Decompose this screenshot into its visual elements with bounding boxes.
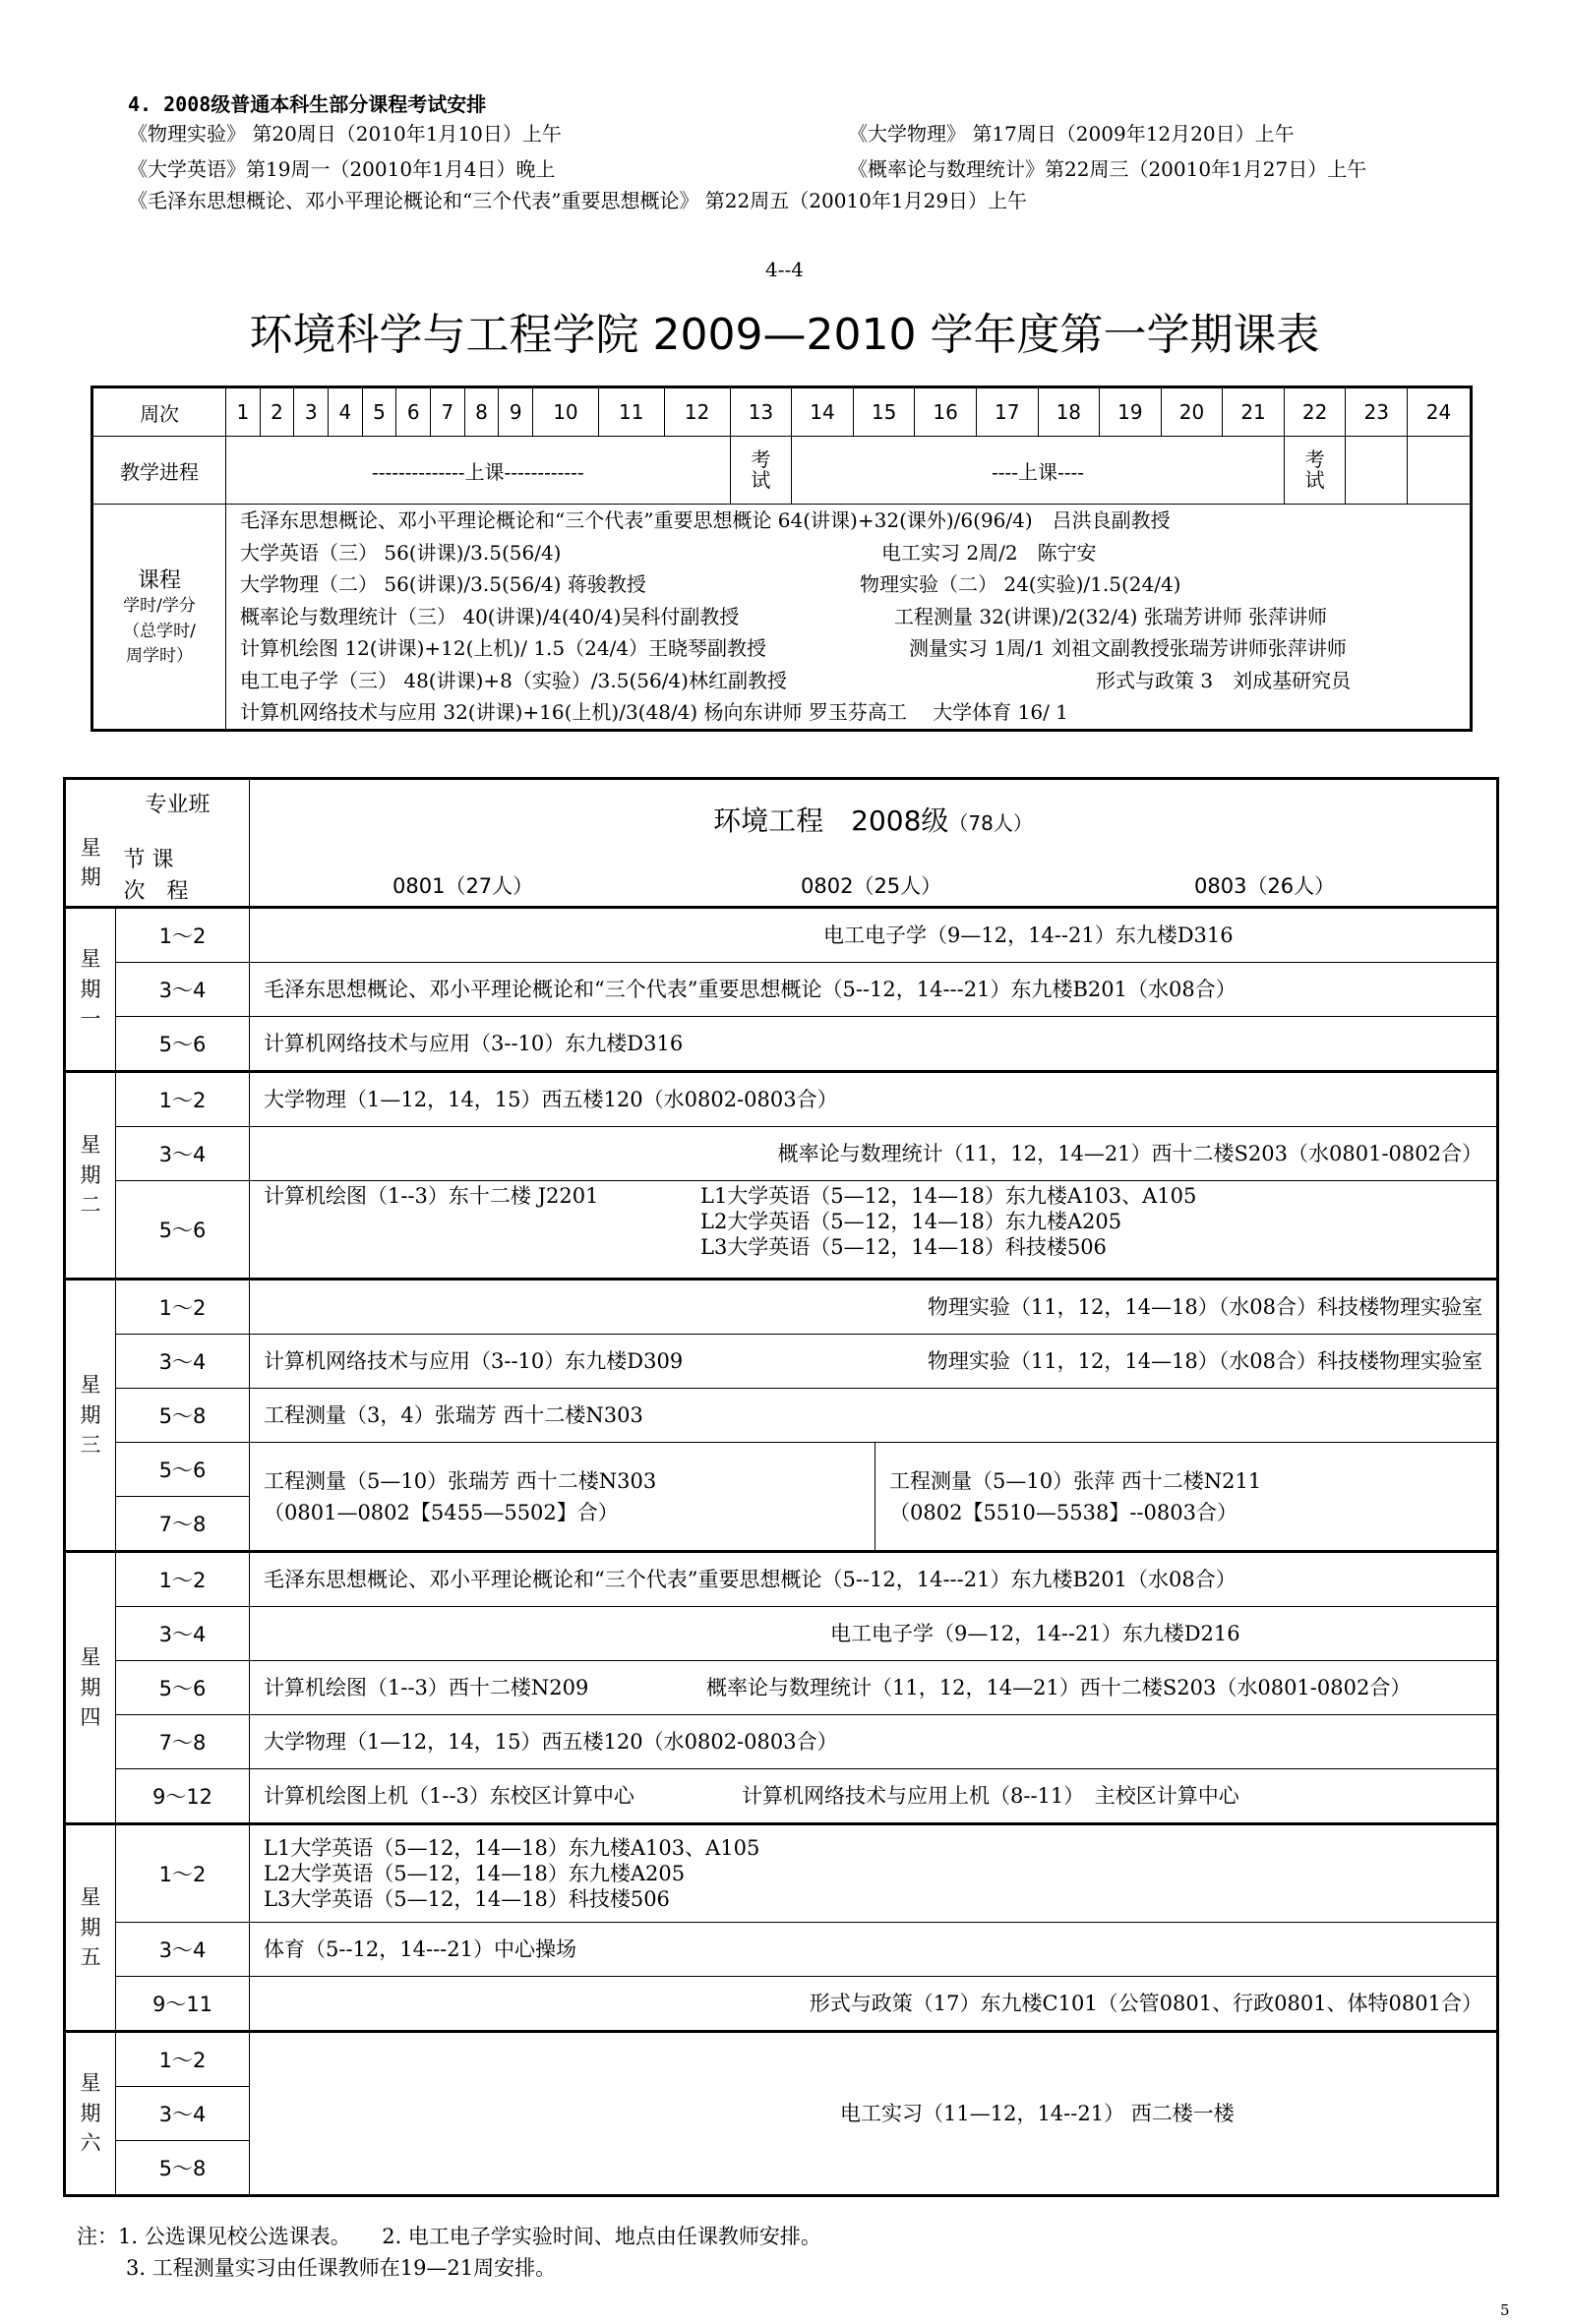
course-sublabel: （总学时/ [123, 621, 196, 641]
class-entry: 计算机绘图上机（1--3）东校区计算中心 [264, 1784, 634, 1808]
day-label: 星期二 [80, 1133, 101, 1218]
course-label: 课程 [137, 568, 181, 594]
class-entry: 形式与政策（17）东九楼C101（公管0801、行政0801、体特0801合） [250, 1977, 1498, 2032]
class-entry: 工程测量（5—10）张瑞芳 西十二楼N303 [264, 1468, 657, 1493]
footnote: 3. 工程测量实习由任课教师在19—21周安排。 [126, 2256, 557, 2280]
day-cell-saturday [65, 2032, 116, 2196]
week-number: 11 [598, 387, 664, 437]
time-slot: 3～4 [116, 963, 250, 1017]
exam-item: 《物理实验》 第20周日（2010年1月10日）上午 [128, 122, 562, 146]
class-entry: 电工电子学（9—12，14--21）东九楼D216 [250, 1607, 1498, 1661]
class-entry: （0801—0802【5455—5502】合） [264, 1500, 619, 1524]
schedule-row [65, 2032, 1498, 2087]
class-entry-group [250, 1661, 1498, 1715]
page-title: 环境科学与工程学院 2009—2010 学年度第一学期课表 [249, 310, 1320, 360]
class-entry: L1大学英语（5—12，14—18）东九楼A103、A105 [264, 1836, 760, 1860]
week-number: 3 [294, 387, 329, 437]
time-slot: 5～6 [116, 1181, 250, 1280]
exam-item: 《大学英语》第19周一（20010年1月4日）晚上 [128, 157, 556, 181]
course-entry: 大学英语（三） 56(讲课)/3.5(56/4) [240, 540, 562, 565]
week-number: 22 [1284, 387, 1346, 437]
class-entry: L3大学英语（5—12，14—18）科技楼506 [264, 1887, 670, 1911]
week-number: 8 [464, 387, 499, 437]
footnotes [77, 2221, 821, 2284]
schedule-row [65, 1824, 1498, 1923]
course-sublabel: 周学时） [126, 646, 193, 667]
class-entry: 计算机网络技术与应用（3--10）东九楼D316 [250, 1017, 1498, 1072]
exam-item: 《毛泽东思想概论、邓小平理论概论和“三个代表”重要思想概论》 第22周五（20010年1月29日）上午 [128, 189, 1028, 212]
day-label: 星期一 [80, 947, 101, 1032]
week-number: 16 [915, 387, 977, 437]
time-slot: 5～6 [116, 1661, 250, 1715]
schedule-row [65, 1127, 1498, 1181]
week-number: 17 [976, 387, 1038, 437]
progress-exam [730, 437, 792, 505]
empty-cell [1346, 437, 1408, 505]
day-label: 星期六 [80, 2071, 101, 2156]
progress-exam [1284, 437, 1346, 505]
progress-exam-text: 考试 [751, 447, 771, 492]
class-entry-group [250, 1335, 1498, 1389]
course-entry: 大学物理（二） 56(讲课)/3.5(56/4) 蒋骏教授 [240, 572, 646, 597]
class-entry: 物理实验（11，12，14—18）（水08合）科技楼物理实验室 [927, 1349, 1482, 1373]
week-number: 23 [1346, 387, 1408, 437]
class-entry: L1大学英语（5—12，14—18）东九楼A103、A105 [700, 1184, 1197, 1208]
class-entry: 电工电子学（9—12，14--21）东九楼D316 [250, 908, 1498, 963]
schedule-row [65, 1072, 1498, 1127]
week-number: 20 [1161, 387, 1223, 437]
time-slot: 5～8 [116, 1389, 250, 1443]
schedule-row [65, 1552, 1498, 1607]
schedule-header-row [65, 779, 1498, 908]
course-entry: 形式与政策 3 刘成基研究员 [1096, 668, 1352, 692]
week-number: 9 [499, 387, 533, 437]
schedule-row [65, 1280, 1498, 1335]
schedule-row [65, 1715, 1498, 1769]
class-entry: 概率论与数理统计（11，12，14—21）西十二楼S203（水0801-0802合） [250, 1127, 1498, 1181]
schedule-row [65, 1977, 1498, 2032]
class-entry: 物理实验（11，12，14—18）（水08合）科技楼物理实验室 [250, 1280, 1498, 1335]
class-entry: 毛泽东思想概论、邓小平理论概论和“三个代表”重要思想概论（5--12，14---21）东九楼B201（水08合） [250, 963, 1498, 1017]
week-number: 24 [1407, 387, 1471, 437]
class-entry: 毛泽东思想概论、邓小平理论概论和“三个代表”重要思想概论（5--12，14---21）东九楼B201（水08合） [250, 1552, 1498, 1607]
major-title-line [250, 800, 1496, 839]
course-entry: 工程测量 32(讲课)/2(32/4) 张瑞芳讲师 张萍讲师 [894, 604, 1328, 628]
day-cell-wednesday [65, 1280, 116, 1552]
week-number: 19 [1100, 387, 1162, 437]
progress-class-block: --------------上课------------ [226, 437, 731, 505]
page-number: 5 [1500, 2301, 1510, 2319]
corner-day: 星期 [80, 835, 101, 889]
time-slot: 9～11 [116, 1977, 250, 2032]
schedule-table [63, 777, 1499, 2197]
document-number: 4--4 [765, 258, 804, 281]
time-slot: 7～8 [116, 1497, 250, 1552]
class-entry: 体育（5--12，14---21）中心操场 [250, 1923, 1498, 1977]
class-entry: 计算机网络技术与应用上机（8--11） 主校区计算中心 [742, 1784, 1239, 1808]
class-entry-group [250, 1769, 1498, 1824]
corner-day-cell [65, 779, 116, 908]
schedule-row [65, 1607, 1498, 1661]
progress-class-block: ----上课---- [792, 437, 1285, 505]
course-sublabel: 学时/学分 [123, 596, 196, 617]
course-entry: 计算机网络技术与应用 32(讲课)+16(上机)/3(48/4) 杨向东讲师 罗玉芬高工 大学体育 16/ 1 [240, 700, 1068, 725]
time-slot: 3～4 [116, 1335, 250, 1389]
class-entry: 概率论与数理统计（11，12，14—21）西十二楼S203（水0801-0802合） [706, 1676, 1412, 1699]
progress-exam-text: 考试 [1304, 447, 1325, 492]
course-entry: 电工实习 2周/2 陈宁安 [881, 540, 1097, 565]
class-entry: L3大学英语（5—12，14—18）科技楼506 [700, 1235, 1107, 1259]
schedule-row [65, 1769, 1498, 1824]
week-number: 15 [853, 387, 915, 437]
class-entry-group [875, 1443, 1498, 1552]
overview-table [91, 386, 1473, 732]
schedule-row [65, 1181, 1498, 1280]
week-number: 12 [664, 387, 730, 437]
week-number: 13 [730, 387, 792, 437]
week-number: 10 [533, 387, 599, 437]
class-entry: 计算机绘图（1--3）东十二楼 J2201 [264, 1184, 599, 1208]
major-name: 环境工程 2008级 [713, 804, 949, 837]
class-0803: 0803（26人） [1194, 874, 1336, 898]
day-label: 星期四 [80, 1645, 101, 1730]
schedule-row [65, 1389, 1498, 1443]
corner-jie: 节 课 [123, 848, 174, 872]
class-entry: 工程测量（3，4）张瑞芳 西十二楼N303 [250, 1389, 1498, 1443]
time-slot: 1～2 [116, 1824, 250, 1923]
exam-item: 《概率论与数理统计》第22周三（20010年1月27日）上午 [848, 157, 1367, 181]
major-header [250, 779, 1498, 908]
time-slot: 1～2 [116, 2032, 250, 2087]
time-slot: 5～6 [116, 1443, 250, 1497]
week-number: 7 [431, 387, 465, 437]
schedule-row [65, 963, 1498, 1017]
corner-top: 专业班 [145, 793, 211, 817]
course-entry: 电工电子学（三） 48(讲课)+8（实验）/3.5(56/4)林红副教授 [240, 668, 787, 692]
class-0802: 0802（25人） [801, 874, 942, 898]
time-slot: 3～4 [116, 1607, 250, 1661]
time-slot: 3～4 [116, 1923, 250, 1977]
course-entry: 测量实习 1周/1 刘祖文副教授张瑞芳讲师张萍讲师 [909, 636, 1347, 661]
week-number: 5 [362, 387, 396, 437]
exam-item: 《大学物理》 第17周日（2009年12月20日）上午 [848, 122, 1295, 146]
corner-ci: 次 程 [123, 879, 189, 904]
time-slot: 1～2 [116, 1552, 250, 1607]
course-entry: 物理实验（二） 24(实验)/1.5(24/4) [860, 572, 1181, 597]
progress-row [92, 437, 1472, 505]
day-label: 星期五 [80, 1885, 101, 1970]
course-entry: 计算机绘图 12(讲课)+12(上机)/ 1.5（24/4）王晓琴副教授 [240, 636, 767, 661]
class-entry: （0802【5510—5538】--0803合） [889, 1500, 1237, 1524]
time-slot: 3～4 [116, 1127, 250, 1181]
class-entry-group [250, 1181, 1498, 1280]
course-label-cell [92, 505, 226, 731]
class-entry: 电工实习（11—12，14--21） 西二楼一楼 [250, 2032, 1498, 2196]
week-number: 2 [260, 387, 294, 437]
class-entry: 计算机绘图（1--3）西十二楼N209 [264, 1676, 589, 1699]
class-entry-group [250, 1443, 875, 1552]
day-cell-thursday [65, 1552, 116, 1824]
class-entry: 大学物理（1—12，14，15）西五楼120（水0802-0803合） [250, 1072, 1498, 1127]
time-slot: 5～8 [116, 2141, 250, 2196]
class-0801: 0801（27人） [392, 874, 534, 898]
time-slot: 1～2 [116, 1072, 250, 1127]
time-slot: 7～8 [116, 1715, 250, 1769]
schedule-row [65, 1017, 1498, 1072]
time-slot: 1～2 [116, 908, 250, 963]
course-entry: 毛泽东思想概论、邓小平理论概论和“三个代表”重要思想概论 64(讲课)+32(课外)/6(96/4) 吕洪良副教授 [240, 508, 1171, 533]
progress-label: 教学进程 [92, 437, 226, 505]
exam-heading: 4. 2008级普通本科生部分课程考试安排 [128, 92, 487, 116]
class-entry: 大学物理（1—12，14，15）西五楼120（水0802-0803合） [250, 1715, 1498, 1769]
empty-cell [1407, 437, 1471, 505]
course-entry: 概率论与数理统计（三） 40(讲课)/4(40/4)吴科付副教授 [240, 604, 740, 628]
footnote: 注：1. 公选课见校公选课表。 2. 电工电子学实验时间、地点由任课教师安排。 [77, 2225, 821, 2248]
week-number: 18 [1038, 387, 1100, 437]
major-count: （78人） [948, 811, 1033, 835]
schedule-row [65, 1661, 1498, 1715]
week-label: 周次 [92, 387, 226, 437]
week-number: 4 [329, 387, 363, 437]
schedule-row [65, 1923, 1498, 1977]
time-slot: 3～4 [116, 2087, 250, 2141]
class-entry: L2大学英语（5—12，14—18）东九楼A205 [700, 1210, 1122, 1233]
week-number: 14 [792, 387, 854, 437]
day-label: 星期三 [80, 1373, 101, 1458]
week-row [92, 387, 1472, 437]
week-number: 21 [1223, 387, 1285, 437]
corner-cell [116, 779, 250, 908]
day-cell-friday [65, 1824, 116, 2032]
class-entry-group [250, 1824, 1498, 1923]
schedule-row [65, 1335, 1498, 1389]
week-number: 1 [226, 387, 261, 437]
course-row [92, 505, 1472, 731]
time-slot: 9～12 [116, 1769, 250, 1824]
week-number: 6 [396, 387, 431, 437]
day-cell-tuesday [65, 1072, 116, 1280]
time-slot: 5～6 [116, 1017, 250, 1072]
class-entry: 工程测量（5—10）张萍 西十二楼N211 [889, 1468, 1262, 1493]
schedule-row [65, 908, 1498, 963]
schedule-row [65, 1443, 1498, 1497]
time-slot: 1～2 [116, 1280, 250, 1335]
class-entry: L2大学英语（5—12，14—18）东九楼A205 [264, 1862, 686, 1885]
day-cell-monday [65, 908, 116, 1072]
class-entry: 计算机网络技术与应用（3--10）东九楼D309 [264, 1349, 684, 1373]
course-list [226, 505, 1472, 731]
